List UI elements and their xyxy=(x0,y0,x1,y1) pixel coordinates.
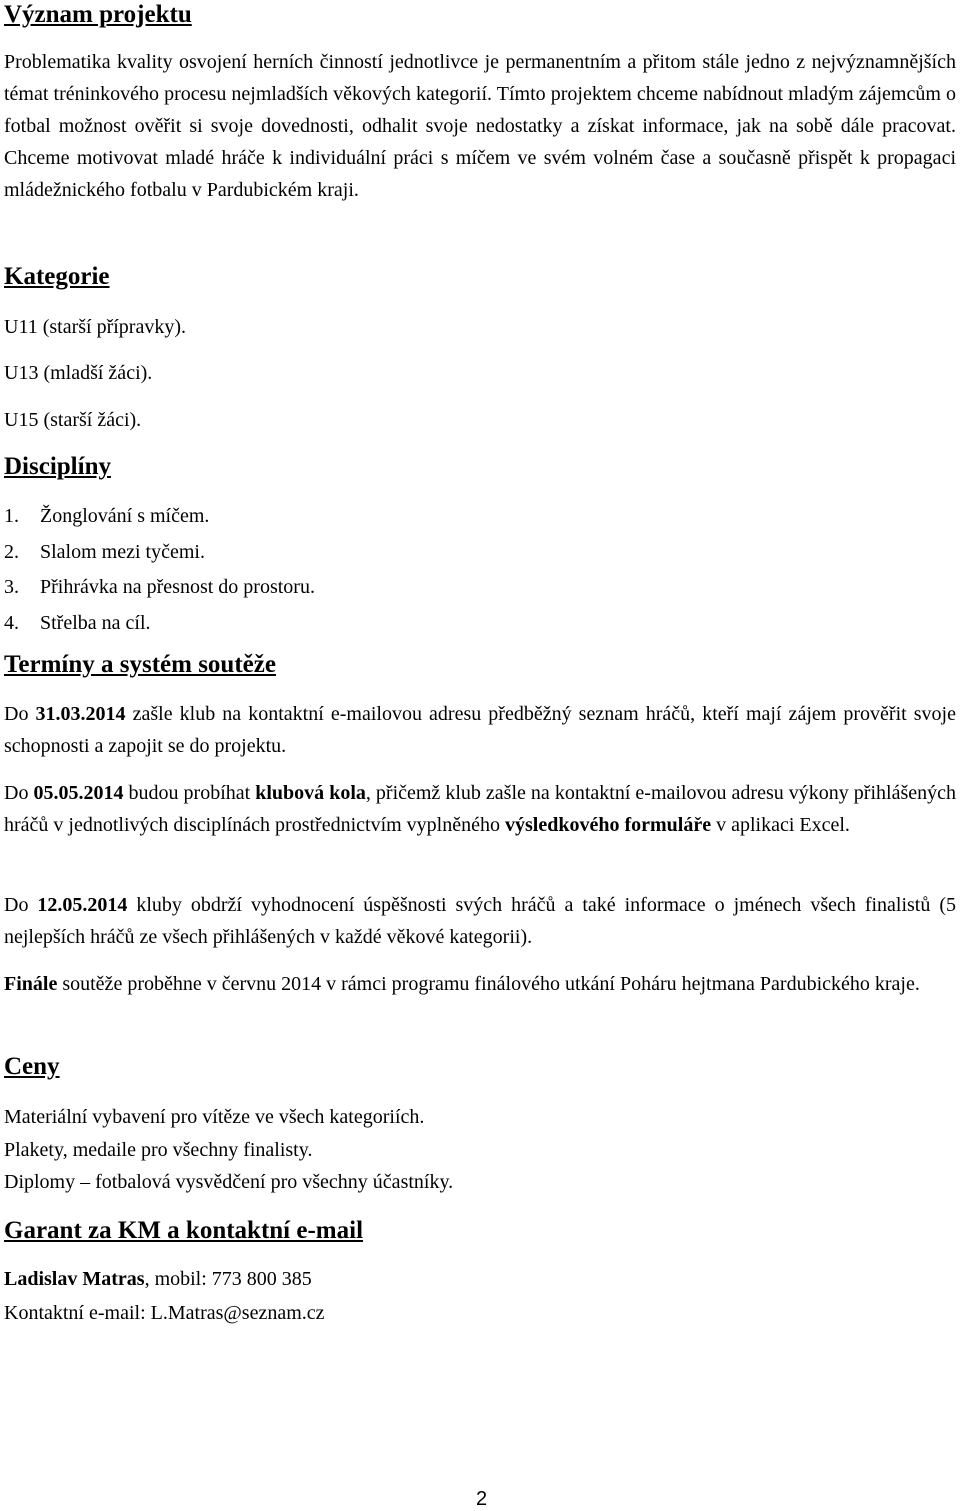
discipline-item: 3. Přihrávka na přesnost do prostoru. xyxy=(4,576,315,598)
heading-garant: Garant za KM a kontaktní e-mail xyxy=(4,1217,364,1244)
kategorie-item-u15: U15 (starší žáci). xyxy=(4,409,142,431)
heading-terminy: Termíny a systém soutěže xyxy=(4,651,276,678)
heading-ceny: Ceny xyxy=(4,1053,60,1080)
terminy-paragraph-finale: Finále soutěže proběhne v červnu 2014 v rámci programu finálového utkání Poháru hejtmana Pardubického kraje. xyxy=(4,973,920,995)
paragraph-vyznam: Problematika kvality osvojení herních činností jednotlivce je permanentním a přitom stále jedno z nejvýznamnějších témat tréninkového procesu nejmladších věkových kategorií. Tímto projektem chceme nabídnout mladým zájemcům o fotbal možnost ověřit si svoje dovednosti, odhalit svoje nedostatky a získat informace, jak na sobě dále pracovat. Chceme motivovat mladé hráče k individuální práci s míčem ve svém volném čase a současně přispět k propagaci mládežnického fotbalu v Pardubickém kraji. xyxy=(4,51,956,201)
discipliny-list xyxy=(4,499,315,641)
page-number: 2 xyxy=(476,1488,488,1510)
garant-email: Kontaktní e-mail: L.Matras@seznam.cz xyxy=(4,1302,325,1324)
garant-name: Ladislav Matras xyxy=(4,1268,145,1290)
heading-kategorie: Kategorie xyxy=(4,263,110,290)
terminy-paragraph-1: Do 31.03.2014 zašle klub na kontaktní e-mailovou adresu předběžný seznam hráčů, kteří mají zájem prověřit svoje schopnosti a zapojit se do projektu. xyxy=(4,703,956,757)
terminy-paragraph-2: Do 05.05.2014 budou probíhat klubová kola, přičemž klub zašle na kontaktní e-mailovou adresu výkony přihlášených hráčů v jednotlivých disciplínách prostřednictvím vyplněného výsledkového formuláře v aplikaci Excel. xyxy=(4,782,956,836)
ceny-item: Diplomy – fotbalová vysvědčení pro všechny účastníky. xyxy=(4,1171,454,1193)
heading-discipliny: Disciplíny xyxy=(4,453,111,480)
garant-contact xyxy=(4,1263,312,1295)
discipline-item: 4. Střelba na cíl. xyxy=(4,611,151,634)
kategorie-item-u13: U13 (mladší žáci). xyxy=(4,362,153,384)
heading-vyznam-projektu: Význam projektu xyxy=(4,1,192,28)
garant-mobile: , mobil: 773 800 385 xyxy=(144,1268,312,1290)
terminy-paragraph-3: Do 12.05.2014 kluby obdrží vyhodnocení úspěšnosti svých hráčů a také informace o jménech všech finalistů (5 nejlepších hráčů ze všech přihlášených v každé věkové kategorii). xyxy=(4,894,956,948)
ceny-item: Materiální vybavení pro vítěze ve všech kategoriích. xyxy=(4,1106,425,1128)
discipline-item: 1. Žonglování s míčem. xyxy=(4,505,210,527)
kategorie-item-u11: U11 (starší přípravky). xyxy=(4,316,186,338)
ceny-item: Plakety, medaile pro všechny finalisty. xyxy=(4,1139,313,1161)
discipline-item: 2. Slalom mezi tyčemi. xyxy=(4,540,205,563)
